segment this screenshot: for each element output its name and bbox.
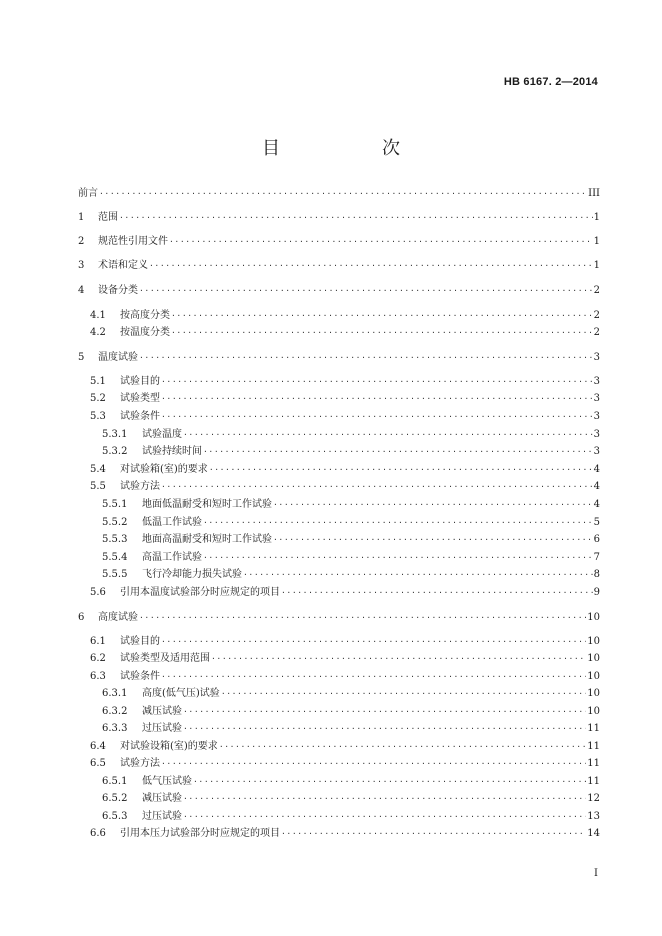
toc-entry[interactable] [78, 651, 600, 667]
toc-entry-label: 试验类型 [120, 393, 160, 404]
toc-entry-title [102, 515, 203, 531]
toc-entry-label: 对试验箱(室)的要求 [120, 464, 208, 475]
toc-leader-dots [171, 308, 593, 324]
toc-entry[interactable] [78, 791, 600, 807]
toc-leader-dots [221, 686, 586, 702]
toc-entry-page: 7 [593, 552, 600, 563]
toc-leader-dots [183, 704, 586, 720]
toc-entry-number: 5.5.1 [102, 499, 128, 510]
toc-entry-page: 2 [593, 310, 600, 321]
toc-entry[interactable] [78, 774, 600, 790]
toc-entry-title [102, 774, 193, 790]
toc-entry-number: 5.3.2 [102, 446, 128, 457]
toc-entry-number: 6.6 [90, 828, 106, 839]
toc-leader-dots [139, 283, 593, 299]
toc-entry-label: 引用本温度试验部分时应规定的项目 [120, 587, 280, 598]
toc-leader-dots [139, 610, 586, 626]
toc-entry-number: 6.3 [90, 671, 106, 682]
toc-entry-number: 4 [78, 285, 85, 296]
toc-entry-title [102, 809, 183, 825]
toc-entry-title [102, 791, 183, 807]
toc-entry-page: 11 [587, 758, 600, 769]
toc-entry-title [78, 610, 139, 626]
toc-leader-dots [183, 809, 586, 825]
toc-entry-page: 4 [593, 499, 600, 510]
toc-entry-label: 规范性引用文件 [98, 236, 168, 247]
toc-entry-label: 高度(低气压)试验 [142, 688, 220, 699]
toc-entry[interactable] [78, 444, 600, 460]
toc-entry-number: 6.1 [90, 636, 106, 647]
toc-entry-title [90, 462, 209, 478]
toc-entry-title [78, 210, 119, 226]
toc-entry-title [78, 258, 149, 274]
toc-entry[interactable] [78, 686, 600, 702]
toc-entry-page: 10 [587, 612, 600, 623]
toc-leader-dots [183, 791, 586, 807]
toc-entry-page: 1 [593, 212, 600, 223]
toc-entry-page: 12 [587, 793, 600, 804]
toc-entry-label: 飞行冷却能力损失试验 [142, 569, 242, 580]
toc-entry-label: 设备分类 [98, 285, 138, 296]
toc-entry-number: 6.5 [90, 758, 106, 769]
toc-entry-label: 按高度分类 [120, 310, 170, 321]
toc-entry-page: 9 [593, 587, 600, 598]
toc-leader-dots [203, 444, 593, 460]
toc-entry-number: 5.5.2 [102, 517, 128, 528]
toc-entry-label: 试验条件 [120, 671, 160, 682]
toc-entry-page: 11 [587, 741, 600, 752]
toc-entry-number: 6.2 [90, 653, 106, 664]
toc-entry-label: 对试验设箱(室)的要求 [120, 741, 218, 752]
toc-entry-number: 6.3.1 [102, 688, 128, 699]
toc-entry-page: 3 [593, 446, 600, 457]
toc-entry[interactable] [78, 350, 600, 366]
toc-entry[interactable] [78, 721, 600, 737]
toc-entry-page: 3 [593, 411, 600, 422]
toc-leader-dots [169, 234, 593, 250]
toc-entry[interactable] [78, 258, 600, 274]
toc-entry-title [90, 585, 281, 601]
toc-entry[interactable] [78, 325, 600, 341]
toc-leader-dots [161, 756, 586, 772]
toc-entry-title [90, 308, 171, 324]
toc-entry-label: 试验方法 [120, 481, 160, 492]
document-code: HB 6167. 2—2014 [503, 76, 598, 88]
toc-entry[interactable] [78, 704, 600, 720]
toc-leader-dots [203, 550, 593, 566]
toc-entry-label: 试验目的 [120, 636, 160, 647]
toc-entry-label: 低温工作试验 [142, 517, 202, 528]
toc-entry[interactable] [78, 610, 600, 626]
toc-entry-page: 2 [593, 285, 600, 296]
toc-entry[interactable] [78, 479, 600, 495]
toc-entry-page: 10 [587, 706, 600, 717]
toc-entry-label: 过压试验 [142, 811, 182, 822]
toc-entry-title [90, 634, 161, 650]
toc-entry-page: 11 [587, 723, 600, 734]
toc-entry-title [78, 234, 169, 250]
toc-entry-label: 范围 [98, 212, 118, 223]
toc-entry-label: 地面低温耐受和短时工作试验 [142, 499, 272, 510]
toc-entry-title [90, 391, 161, 407]
toc-entry-title [102, 721, 183, 737]
toc-leader-dots [149, 258, 593, 274]
toc-entry-title [90, 739, 219, 755]
toc-entry[interactable] [78, 515, 600, 531]
toc-entry-label: 试验条件 [120, 411, 160, 422]
toc-entry-page: 13 [587, 811, 600, 822]
toc-entry-page: III [588, 188, 600, 199]
toc-entry-page: 10 [587, 671, 600, 682]
toc-entry-number: 5.6 [90, 587, 106, 598]
toc-leader-dots [171, 325, 593, 341]
toc-entry[interactable] [78, 634, 600, 650]
toc-entry-number: 5.3.1 [102, 429, 128, 440]
toc-entry[interactable] [78, 308, 600, 324]
toc-entry[interactable] [78, 210, 600, 226]
toc-entry-label: 低气压试验 [142, 776, 192, 787]
toc-leader-dots [273, 532, 593, 548]
toc-title: 目 次 [262, 138, 442, 159]
toc-entry-title [102, 427, 183, 443]
toc-entry-number: 6.5.3 [102, 811, 128, 822]
toc-entry-number: 6.3.3 [102, 723, 128, 734]
toc-entry[interactable] [78, 409, 600, 425]
toc-entry-number: 1 [78, 212, 85, 223]
toc-entry-label: 试验温度 [142, 429, 182, 440]
toc-entry-page: 1 [593, 260, 600, 271]
toc-entry-title [90, 325, 171, 341]
toc-entry-title [78, 283, 139, 299]
toc-leader-dots [183, 721, 586, 737]
toc-entry-number: 5.4 [90, 464, 106, 475]
toc-leader-dots [161, 409, 593, 425]
toc-entry-page: 10 [587, 688, 600, 699]
toc-leader-dots [193, 774, 586, 790]
toc-entry-number: 5.5.4 [102, 552, 128, 563]
toc-entry-label: 试验类型及适用范围 [120, 653, 210, 664]
toc-entry-title [102, 550, 203, 566]
toc-leader-dots [273, 497, 593, 513]
toc-entry-page: 8 [593, 569, 600, 580]
toc-entry-page: 2 [593, 327, 600, 338]
page-number: I [594, 868, 598, 879]
toc-leader-dots [183, 427, 593, 443]
toc-entry-page: 3 [593, 352, 600, 363]
toc-entry-page: 10 [587, 653, 600, 664]
toc-entry-number: 6.5.1 [102, 776, 128, 787]
toc-entry[interactable] [78, 186, 600, 202]
toc-leader-dots [211, 651, 586, 667]
toc-entry-page: 5 [593, 517, 600, 528]
toc-entry-number: 5.1 [90, 376, 106, 387]
toc-entry[interactable] [78, 756, 600, 772]
toc-leader-dots [161, 634, 586, 650]
toc-entry-title [90, 374, 161, 390]
toc-leader-dots [161, 374, 593, 390]
toc-leader-dots [219, 739, 586, 755]
toc-entry-number: 4.2 [90, 327, 106, 338]
toc-entry-number: 5 [78, 352, 85, 363]
toc-entry[interactable] [78, 826, 600, 842]
toc-entry[interactable] [78, 283, 600, 299]
toc-entry-number: 4.1 [90, 310, 106, 321]
toc-entry-page: 4 [593, 464, 600, 475]
toc-entry[interactable] [78, 532, 600, 548]
toc-entry-page: 6 [593, 534, 600, 545]
toc-entry-label: 高温工作试验 [142, 552, 202, 563]
toc-entry-page: 11 [587, 776, 600, 787]
toc-entry-number: 5.5 [90, 481, 106, 492]
toc-entry[interactable] [78, 374, 600, 390]
toc-entry-label: 前言 [78, 188, 98, 199]
toc-leader-dots [139, 350, 593, 366]
toc-entry-label: 引用本压力试验部分时应规定的项目 [120, 828, 280, 839]
toc-leader-dots [281, 585, 593, 601]
toc-entry-page: 3 [593, 376, 600, 387]
toc-entry-label: 温度试验 [98, 352, 138, 363]
toc-entry[interactable] [78, 391, 600, 407]
toc-entry-number: 2 [78, 236, 85, 247]
toc-entry-title [90, 651, 211, 667]
toc-entry-page: 10 [587, 636, 600, 647]
toc-entry-number: 6 [78, 612, 85, 623]
toc-leader-dots [161, 669, 586, 685]
toc-entry-page: 3 [593, 429, 600, 440]
toc-entry[interactable] [78, 427, 600, 443]
toc-entry-title [78, 350, 139, 366]
toc-entry[interactable] [78, 585, 600, 601]
toc-entry-page: 1 [593, 236, 600, 247]
toc-entry[interactable] [78, 234, 600, 250]
toc-entry-label: 过压试验 [142, 723, 182, 734]
toc-entry-number: 5.5.3 [102, 534, 128, 545]
toc-entry-title [90, 479, 161, 495]
toc-leader-dots [99, 186, 587, 202]
toc-entry-number: 5.2 [90, 393, 106, 404]
toc-leader-dots [281, 826, 586, 842]
toc-entry-page: 4 [593, 481, 600, 492]
toc-entry-label: 减压试验 [142, 706, 182, 717]
toc-entry-label: 试验持续时间 [142, 446, 202, 457]
toc-entry-page: 3 [593, 393, 600, 404]
toc-leader-dots [243, 567, 593, 583]
toc-leader-dots [119, 210, 593, 226]
toc-entry-title [102, 444, 203, 460]
toc-entry-title [90, 669, 161, 685]
toc-entry[interactable] [78, 739, 600, 755]
toc-entry[interactable] [78, 567, 600, 583]
toc-leader-dots [209, 462, 593, 478]
toc-entry[interactable] [78, 550, 600, 566]
toc-entry-label: 术语和定义 [98, 260, 148, 271]
toc-entry-title [78, 186, 99, 202]
toc-entry-number: 5.5.5 [102, 569, 128, 580]
toc-leader-dots [161, 391, 593, 407]
toc-leader-dots [161, 479, 593, 495]
toc-entry[interactable] [78, 669, 600, 685]
toc-entry-title [102, 532, 273, 548]
toc-entry-title [90, 826, 281, 842]
toc-entry-number: 6.3.2 [102, 706, 128, 717]
toc-entry-title [102, 567, 243, 583]
toc-entry-title [102, 704, 183, 720]
toc-entry[interactable] [78, 462, 600, 478]
toc-entry-page: 14 [587, 828, 600, 839]
toc-entry-label: 高度试验 [98, 612, 138, 623]
toc-entry-title [90, 756, 161, 772]
toc-entry-label: 按温度分类 [120, 327, 170, 338]
toc-entry-label: 试验方法 [120, 758, 160, 769]
toc-entry-title [102, 686, 221, 702]
toc-entry-number: 3 [78, 260, 85, 271]
toc-entry-label: 减压试验 [142, 793, 182, 804]
toc-entry[interactable] [78, 497, 600, 513]
toc-entry-label: 地面高温耐受和短时工作试验 [142, 534, 272, 545]
toc-leader-dots [203, 515, 593, 531]
toc-entry-label: 试验目的 [120, 376, 160, 387]
toc-entry-title [102, 497, 273, 513]
toc-entry-number: 5.3 [90, 411, 106, 422]
toc-entry-number: 6.5.2 [102, 793, 128, 804]
toc-entry-title [90, 409, 161, 425]
toc-entry[interactable] [78, 809, 600, 825]
toc-entry-number: 6.4 [90, 741, 106, 752]
